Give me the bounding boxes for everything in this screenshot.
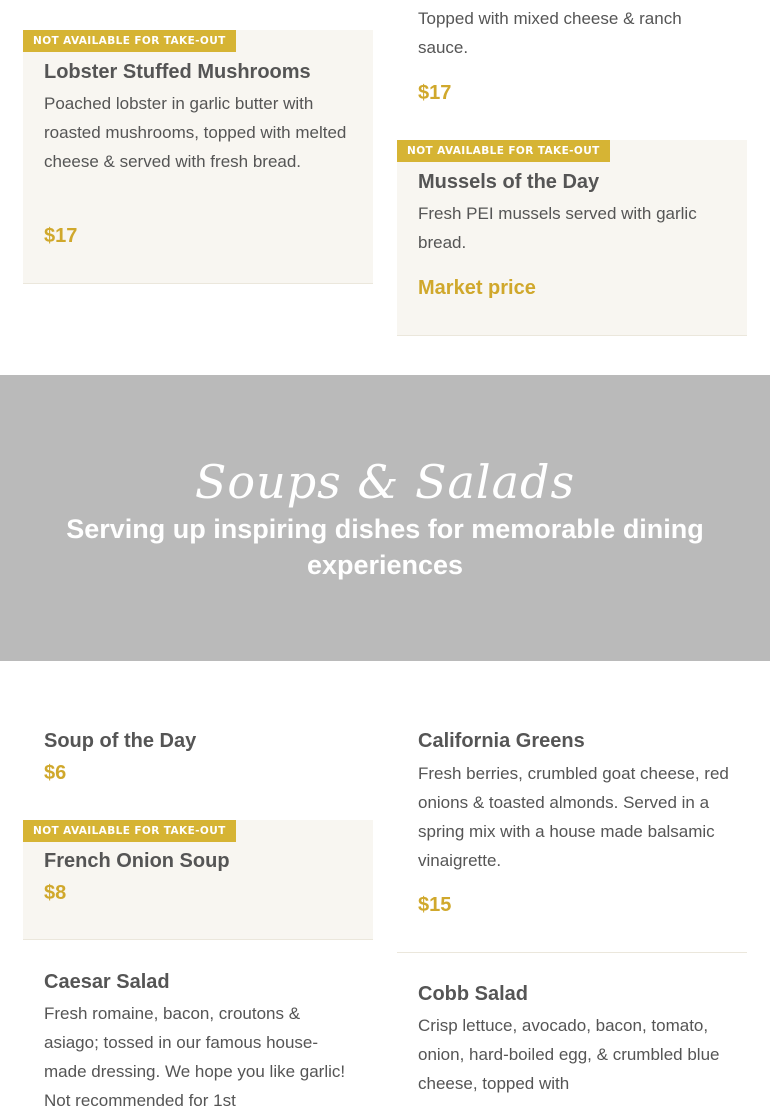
takeout-badge: NOT AVAILABLE FOR TAKE-OUT [23, 30, 236, 52]
menu-item-title: Soup of the Day [44, 730, 197, 752]
menu-item-price: $8 [44, 882, 67, 904]
menu-item-price: $17 [44, 225, 78, 247]
menu-card-cobb [397, 972, 747, 1110]
menu-item-price: Market price [418, 277, 536, 299]
menu-item-title: Cobb Salad [418, 983, 529, 1005]
menu-item-description: Topped with mixed cheese & ranch sauce. [418, 9, 682, 57]
menu-item-title: Lobster Stuffed Mushrooms [44, 61, 311, 83]
menu-item-description: Fresh romaine, bacon, croutons & asiago; tossed in our famous house-made dressing. We hope you like garlic! Not recommended for 1st [44, 1004, 346, 1110]
menu-item-description: Fresh PEI mussels served with garlic bread. [418, 204, 697, 252]
menu-item-price: $15 [418, 894, 452, 916]
menu-item-title: French Onion Soup [44, 850, 230, 872]
section-script-title: Soups & Salads [194, 455, 576, 509]
takeout-badge: NOT AVAILABLE FOR TAKE-OUT [23, 820, 236, 842]
menu-card-caesar [23, 960, 373, 1110]
takeout-badge: NOT AVAILABLE FOR TAKE-OUT [397, 140, 610, 162]
section-hero-soups-salads [0, 375, 770, 661]
menu-card-french-onion [23, 820, 373, 940]
menu-card-mussels [397, 140, 747, 336]
menu-item-price: $17 [418, 82, 452, 104]
menu-card-soup-of-the-day [23, 718, 373, 818]
menu-card-california-greens [397, 718, 747, 953]
menu-item-title: Caesar Salad [44, 971, 170, 993]
menu-card-previous [397, 0, 747, 138]
menu-item-description: Poached lobster in garlic butter with roasted mushrooms, topped with melted cheese & served with fresh bread. [44, 94, 347, 171]
menu-item-description: Crisp lettuce, avocado, bacon, tomato, onion, hard-boiled egg, & crumbled blue cheese, topped with [418, 1016, 720, 1093]
menu-item-title: Mussels of the Day [418, 171, 600, 193]
menu-item-title: California Greens [418, 730, 585, 752]
section-subtitle: Serving up inspiring dishes for memorable dining experiences [66, 514, 704, 580]
menu-card-lobster [23, 30, 373, 284]
menu-item-price: $6 [44, 762, 67, 784]
menu-item-description: Fresh berries, crumbled goat cheese, red onions & toasted almonds. Served in a spring mix with a house made balsamic vinaigrette. [418, 764, 729, 870]
